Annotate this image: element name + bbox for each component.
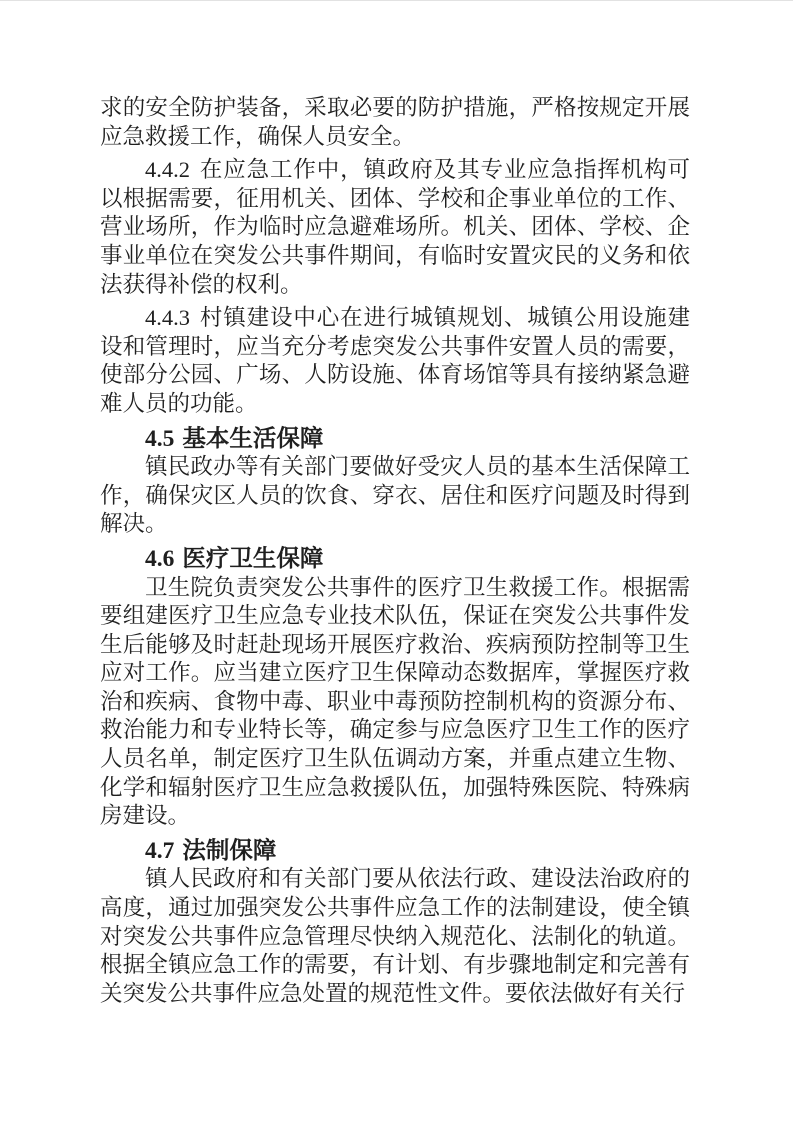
section-heading [100, 837, 690, 866]
section-number: 4.6 [145, 545, 175, 572]
paragraph [100, 865, 690, 1008]
paragraph-text: 镇民政办等有关部门要做好受灾人员的基本生活保障工作，确保灾区人员的饮食、穿衣、居住和医疗问题及时得到解决。 [100, 454, 690, 537]
clause-number: 4.4.3 [145, 305, 190, 331]
paragraph [100, 304, 690, 418]
paragraph-text: 卫生院负责突发公共事件的医疗卫生救援工作。根据需要组建医疗卫生应急专业技术队伍，保证在突发公共事件发生后能够及时赶赴现场开展医疗救治、疾病预防控制等卫生应对工作。应当建立医疗卫生保障动态数据库，掌握医疗救治和疾病、食物中毒、职业中毒预防控制机构的资源分布、救治能力和专业特长等，确定参与应急医疗卫生工作的医疗人员名单，制定医疗卫生队伍调动方案，并重点建立生物、化学和辐射医疗卫生应急救援队伍，加强特殊医院、特殊病房建设。 [100, 574, 690, 829]
clause-number: 4.4.2 [145, 157, 190, 183]
paragraph-text: 在应急工作中，镇政府及其专业应急指挥机构可以根据需要，征用机关、团体、学校和企事业单位的工作、营业场所，作为临时应急避难场所。机关、团体、学校、企事业单位在突发公共事件期间，有临时安置灾民的义务和依法获得补偿的权利。 [100, 157, 690, 297]
section-heading [100, 425, 690, 454]
paragraph-text: 求的安全防护装备，采取必要的防护措施，严格按规定开展应急救援工作，确保人员安全。 [100, 95, 690, 149]
section-title: 法制保障 [182, 837, 277, 864]
section-title: 基本生活保障 [182, 425, 324, 452]
section-title: 医疗卫生保障 [182, 545, 324, 572]
paragraph [100, 94, 690, 151]
paragraph [100, 453, 690, 539]
paragraph [100, 574, 690, 831]
paragraph-text: 村镇建设中心在进行城镇规划、城镇公用设施建设和管理时，应当充分考虑突发公共事件安置人员的需要，使部分公园、广场、人防设施、体育场馆等具有接纳紧急避难人员的功能。 [100, 305, 690, 416]
paragraph [100, 156, 690, 299]
section-number: 4.7 [145, 837, 175, 864]
document-body [100, 94, 690, 1008]
paragraph-text: 镇人民政府和有关部门要从依法行政、建设法治政府的高度，通过加强突发公共事件应急工作的法制建设，使全镇对突发公共事件应急管理尽快纳入规范化、法制化的轨道。根据全镇应急工作的需要，有计划、有步骤地制定和完善有关突发公共事件应急处置的规范性文件。要依法做好有关行 [100, 866, 690, 1006]
section-heading [100, 545, 690, 574]
section-number: 4.5 [145, 425, 175, 452]
